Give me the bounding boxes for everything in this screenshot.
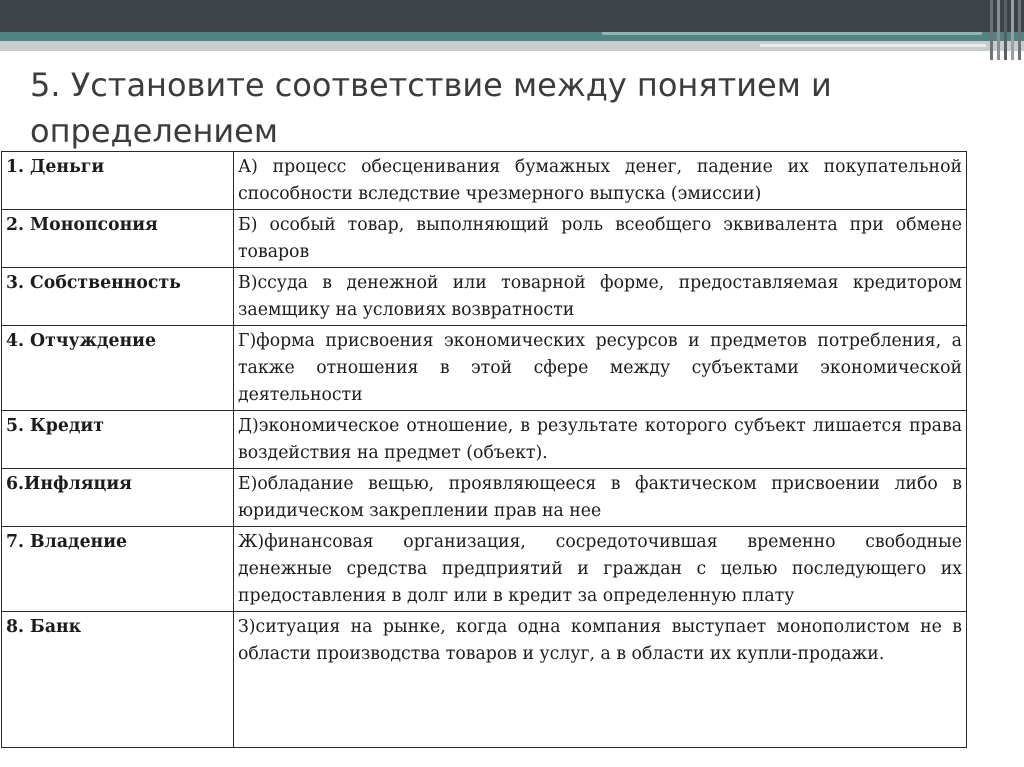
term-cell: 1. Деньги bbox=[2, 152, 234, 210]
definition-cell: Д)экономическое отношение, в результате которого субъект лишается права воздействия на предмет (объект). bbox=[234, 411, 967, 469]
header-accent-strip bbox=[602, 32, 982, 35]
table-row bbox=[2, 268, 967, 326]
header-vertical-lines bbox=[988, 0, 1024, 60]
definition-cell: З)ситуация на рынке, когда одна компания выступает монополистом не в области производства товаров и услуг, а в области их купли-продажи. bbox=[234, 612, 967, 748]
table-row bbox=[2, 210, 967, 268]
table-row bbox=[2, 411, 967, 469]
table-row bbox=[2, 612, 967, 748]
table-row bbox=[2, 469, 967, 527]
term-cell: 2. Монопсония bbox=[2, 210, 234, 268]
table-row bbox=[2, 326, 967, 411]
table-row bbox=[2, 152, 967, 210]
slide-title: 5. Установите соответствие между понятием и определением bbox=[30, 66, 832, 150]
definition-cell: Б) особый товар, выполняющий роль всеобщего эквивалента при обмене товаров bbox=[234, 210, 967, 268]
table-row bbox=[2, 527, 967, 612]
term-cell: 8. Банк bbox=[2, 612, 234, 748]
header-band-dark bbox=[0, 0, 1024, 32]
definition-cell: Ж)финансовая организация, сосредоточившая временно свободные денежные средства предприятий и граждан с целью последующего их предоставления в долг или в кредит за определенную плату bbox=[234, 527, 967, 612]
term-cell: 6.Инфляция bbox=[2, 469, 234, 527]
definition-cell: Г)форма присвоения экономических ресурсов и предметов потребления, а также отношения в этой сфере между субъектами экономической деятельности bbox=[234, 326, 967, 411]
definition-cell: А) процесс обесценивания бумажных денег, падение их покупательной способности вследствие чрезмерного выпуска (эмиссии) bbox=[234, 152, 967, 210]
term-cell: 5. Кредит bbox=[2, 411, 234, 469]
term-cell: 3. Собственность bbox=[2, 268, 234, 326]
definition-cell: В)ссуда в денежной или товарной форме, предоставляемая кредитором заемщику на условиях возвратности bbox=[234, 268, 967, 326]
definition-cell: Е)обладание вещью, проявляющееся в фактическом присвоении либо в юридическом закреплении прав на нее bbox=[234, 469, 967, 527]
header-accent-strip-light bbox=[760, 44, 986, 47]
matching-table bbox=[1, 151, 967, 748]
term-cell: 7. Владение bbox=[2, 527, 234, 612]
term-cell: 4. Отчуждение bbox=[2, 326, 234, 411]
